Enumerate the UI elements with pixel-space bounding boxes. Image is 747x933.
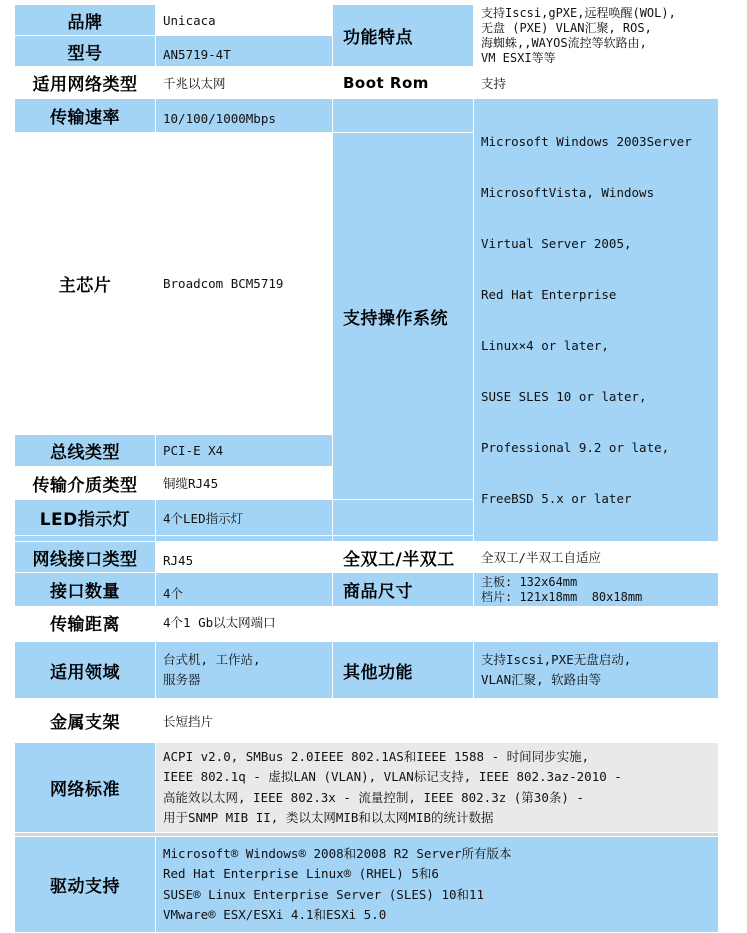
other-line: VLAN汇聚, 软路由等 [481, 672, 602, 687]
table-row [15, 67, 719, 99]
application-line: 服务器 [163, 672, 201, 687]
application-value [156, 642, 333, 699]
os-label: 支持操作系统 [333, 133, 474, 500]
drivers-label: 驱动支持 [15, 837, 156, 933]
network-type-label: 适用网络类型 [15, 67, 156, 99]
port-type-label: 网线接口类型 [15, 542, 156, 573]
os-value [474, 99, 719, 542]
os-line: FreeBSD 5.x or later [481, 491, 632, 506]
table-row [15, 743, 719, 833]
chip-label: 主芯片 [15, 133, 156, 435]
medium-value: 铜缆RJ45 [156, 467, 333, 500]
features-line: VM ESXI等等 [481, 50, 556, 65]
os-label-spacer [333, 500, 474, 536]
bracket-label: 金属支架 [15, 703, 156, 739]
os-line: MicrosoftVista, Windows [481, 185, 655, 200]
size-value [474, 573, 719, 607]
boot-rom-value: 支持 [474, 67, 719, 99]
network-type-value: 千兆以太网 [156, 67, 333, 99]
os-line: Red Hat Enterprise [481, 287, 617, 302]
os-line: Microsoft Windows 2003Server [481, 134, 692, 149]
drivers-line: SUSE® Linux Enterprise Server (SLES) 10和11 [163, 886, 485, 902]
os-label-spacer [333, 99, 474, 133]
other-line: 支持Iscsi,PXE无盘启动, [481, 651, 632, 667]
chip-value: Broadcom BCM5719 [156, 133, 333, 435]
led-value: 4个LED指示灯 [156, 500, 333, 536]
other-value [474, 642, 719, 699]
size-line: 主板: 132x64mm [481, 574, 578, 589]
drivers-line: Red Hat Enterprise Linux® (RHEL) 5和6 [163, 866, 439, 881]
drivers-line: VMware® ESX/ESXi 4.1和ESXi 5.0 [163, 907, 387, 922]
boot-rom-label: Boot Rom [333, 67, 474, 99]
drivers-value [156, 837, 719, 933]
duplex-value: 全双工/半双工自适应 [474, 542, 719, 573]
standards-value [156, 743, 719, 833]
port-count-label: 接口数量 [15, 573, 156, 607]
port-type-value: RJ45 [156, 542, 333, 573]
os-line: Virtual Server 2005, [481, 236, 632, 251]
drivers-line: Microsoft® Windows® 2008和2008 R2 Server所有版本 [163, 845, 512, 861]
bus-value: PCI-E X4 [156, 435, 333, 467]
table-row [15, 5, 719, 36]
model-label: 型号 [15, 36, 156, 67]
size-line: 档片: 121x18mm 80x18mm [481, 589, 643, 604]
features-label: 功能特点 [333, 5, 474, 67]
features-value [474, 5, 719, 67]
table-row [15, 703, 719, 739]
table-row [15, 837, 719, 933]
port-count-value: 4个 [156, 573, 333, 607]
model-value: AN5719-4T [156, 36, 333, 67]
standards-line: 用于SNMP MIB II, 类以太网MIB和以太网MIB的统计数据 [163, 810, 494, 825]
bus-label: 总线类型 [15, 435, 156, 467]
os-line: Professional 9.2 or late, [481, 440, 670, 455]
size-label: 商品尺寸 [333, 573, 474, 607]
standards-line: ACPI v2.0, SMBus 2.0IEEE 802.1AS和IEEE 1588 - 时间同步实施, [163, 748, 590, 764]
features-line: 支持Iscsi,gPXE,远程唤醒(WOL), [481, 5, 676, 20]
application-label: 适用领域 [15, 642, 156, 699]
table-row [15, 99, 719, 133]
bracket-value: 长短挡片 [156, 703, 719, 739]
speed-value: 10/100/1000Mbps [156, 99, 333, 133]
os-line: Linux×4 or later, [481, 338, 609, 353]
brand-label: 品牌 [15, 5, 156, 36]
standards-line: IEEE 802.1q - 虚拟LAN (VLAN), VLAN标记支持, IEEE 802.3az-2010 - [163, 769, 622, 784]
duplex-label: 全双工/半双工 [333, 542, 474, 573]
features-line: 无盘 (PXE) VLAN汇聚, ROS, [481, 20, 652, 35]
standards-line: 高能效以太网, IEEE 802.3x - 流量控制, IEEE 802.3z (第30条) - [163, 789, 584, 805]
brand-value: Unicaca [156, 5, 333, 36]
distance-label: 传输距离 [15, 607, 156, 638]
speed-label: 传输速率 [15, 99, 156, 133]
spec-table [14, 4, 719, 933]
standards-label: 网络标准 [15, 743, 156, 833]
application-line: 台式机, 工作站, [163, 651, 261, 667]
medium-label: 传输介质类型 [15, 467, 156, 500]
table-row [15, 607, 719, 638]
other-label: 其他功能 [333, 642, 474, 699]
table-row [15, 573, 719, 607]
distance-value: 4个1 Gb以太网端口 [156, 607, 719, 638]
table-row [15, 542, 719, 573]
table-row [15, 642, 719, 699]
led-label: LED指示灯 [15, 500, 156, 536]
features-line: 海蜘蛛,,WAYOS流控等软路由, [481, 35, 647, 50]
os-line: SUSE SLES 10 or later, [481, 389, 647, 404]
